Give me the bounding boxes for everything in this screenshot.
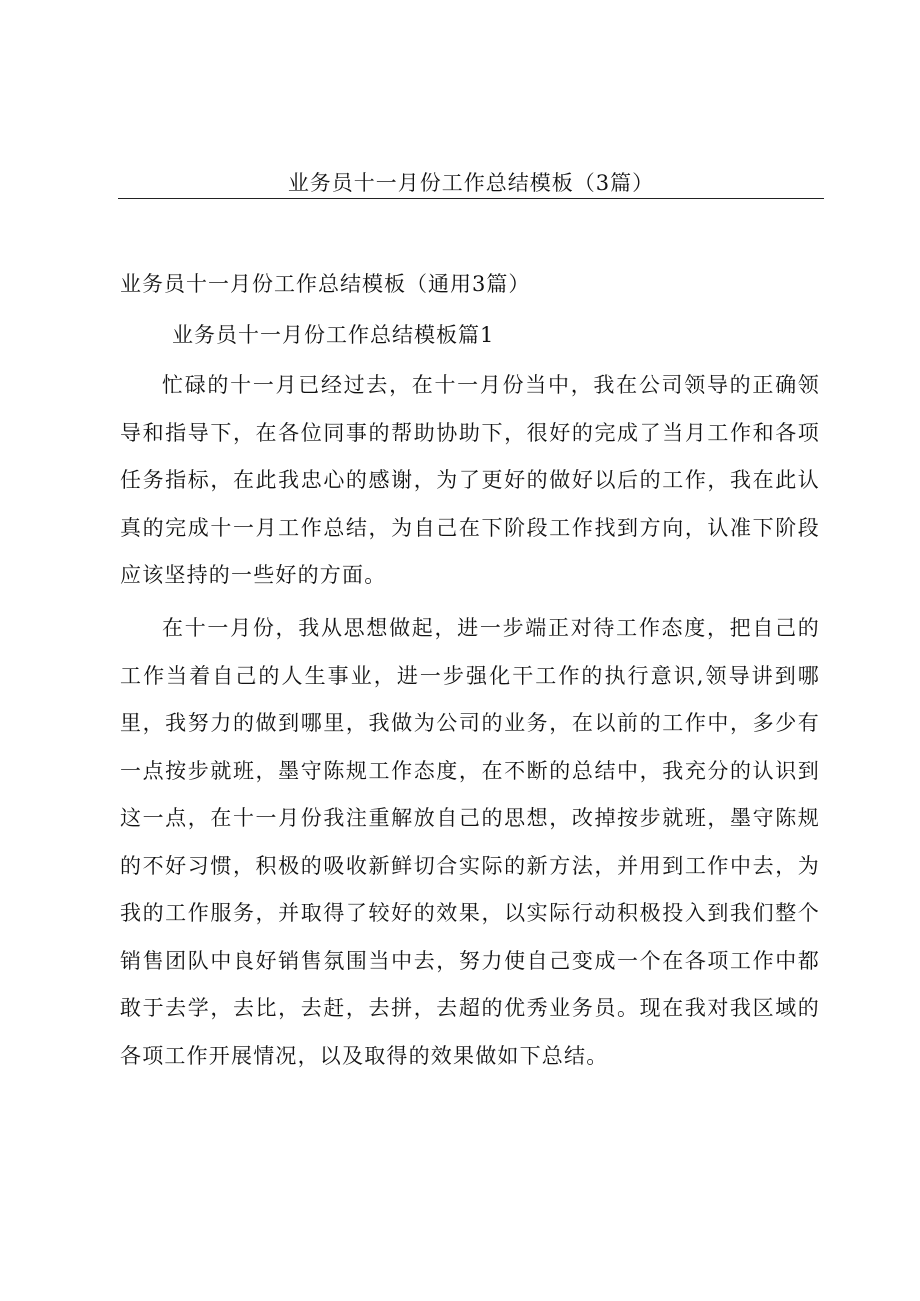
page-header-title: 业务员十一月份工作总结模板（3篇） xyxy=(287,171,655,195)
paragraph-1: 忙碌的十一月已经过去，在十一月份当中，我在公司领导的正确领导和指导下，在各位同事的帮助协助下，很好的完成了当月工作和各项任务指标，在此我忠心的感谢，为了更好的做好以后的工作，我在此认真的完成十一月工作总结，为自己在下阶段工作找到方向，认准下阶段应该坚持的一些好的方面。 xyxy=(120,373,820,587)
document-title: 业务员十一月份工作总结模板（通用3篇） xyxy=(120,272,531,296)
paragraph-2: 在十一月份，我从思想做起，进一步端正对待工作态度，把自己的工作当着自己的人生事业，进一步强化干工作的执行意识,领导讲到哪里，我努力的做到哪里，我做为公司的业务，在以前的工作中，多少有一点按步就班，墨守陈规工作态度，在不断的总结中，我充分的认识到这一点，在十一月份我注重解放自己的思想，改掉按步就班，墨守陈规的不好习惯，积极的吸收新鲜切合实际的新方法，并用到工作中去，为我的工作服务，并取得了较好的效果，以实际行动积极投入到我们整个销售团队中良好销售氛围当中去，努力使自己变成一个在各项工作中都敢于去学，去比，去赶，去拼，去超的优秀业务员。现在我对我区域的各项工作开展情况，以及取得的效果做如下总结。 xyxy=(120,616,820,1068)
header-divider xyxy=(118,198,824,199)
section-heading: 业务员十一月份工作总结模板篇1 xyxy=(172,323,495,347)
